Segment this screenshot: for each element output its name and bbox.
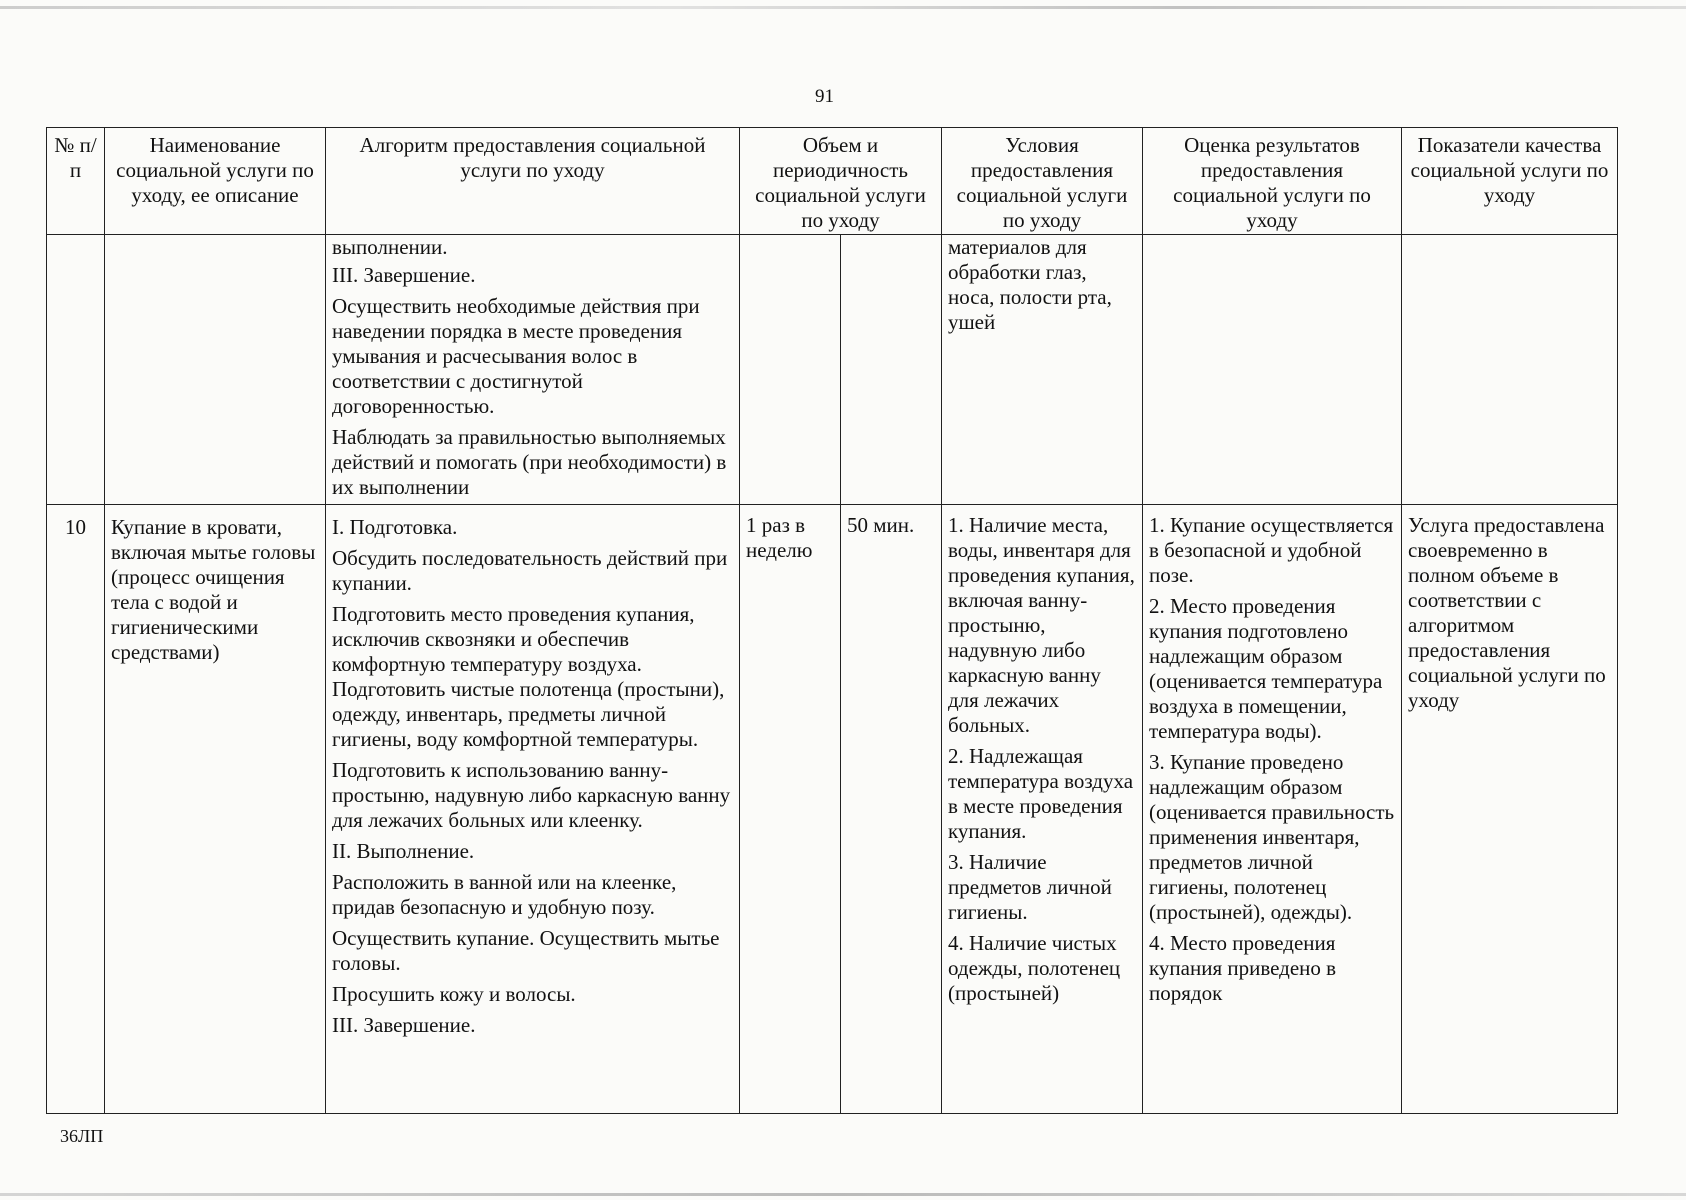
- cell-name: [105, 235, 326, 505]
- cell-name: [105, 505, 326, 1114]
- cell-conditions: [942, 505, 1143, 1114]
- service-table: [46, 127, 1618, 1114]
- condition-item: 3. Наличие предметов личной гигиены.: [948, 850, 1112, 924]
- cell-periodicity: [740, 235, 841, 505]
- algorithm-step: Осуществить необходимые действия при наведении порядка в месте проведения умывания и расчесывания волос в соответствии с достигнутой договоренностью.: [332, 294, 700, 418]
- evaluation-item: 1. Купание осуществляется в безопасной и удобной позе.: [1149, 513, 1394, 587]
- quality-text: Услуга предоставлена своевременно в полном объеме в соответствии с алгоритмом предоставления социальной услуги по уходу: [1408, 513, 1606, 712]
- page-number: 91: [815, 86, 834, 107]
- header-name: Наименование социальной услуги по уходу, ее описание: [105, 128, 326, 235]
- algorithm-step: Подготовить к использованию ванну-простыню, надувную либо каркасную ванну для лежачих больных или клеенку.: [332, 758, 731, 832]
- condition-item: 4. Наличие чистых одежды, полотенец (простыней): [948, 931, 1121, 1005]
- header-row: [47, 128, 1618, 235]
- algorithm-step: III. Завершение.: [332, 1013, 476, 1037]
- cell-evaluation: [1143, 505, 1402, 1114]
- header-evaluation: Оценка результатов предоставления социальной услуги по уходу: [1143, 128, 1402, 235]
- condition-item: 1. Наличие места, воды, инвентаря для проведения купания, включая ванну-простыню, надувную либо каркасную ванну для лежачих больных.: [948, 513, 1135, 737]
- table-row: [47, 505, 1618, 1114]
- cell-conditions: [942, 235, 1143, 505]
- algorithm-step: II. Выполнение.: [332, 839, 475, 863]
- cell-duration: [841, 505, 942, 1114]
- evaluation-item: 2. Место проведения купания подготовлено надлежащим образом (оценивается температура воздуха в помещении, температура воды).: [1149, 594, 1383, 743]
- cell-quality: [1402, 505, 1618, 1114]
- algorithm-step: Наблюдать за правильностью выполняемых действий и помогать (при необходимости) в их выполнении: [332, 425, 727, 499]
- evaluation-item: 4. Место проведения купания приведено в порядок: [1149, 931, 1337, 1005]
- cell-algorithm: [326, 235, 740, 505]
- scan-edge-top: [0, 6, 1686, 9]
- service-name: Купание в кровати, включая мытье головы (процесс очищения тела с водой и гигиеническими средствами): [111, 515, 316, 664]
- header-quality: Показатели качества социальной услуги по уходу: [1402, 128, 1618, 235]
- cell-algorithm: [326, 505, 740, 1114]
- cell-duration: [841, 235, 942, 505]
- table-row: [47, 235, 1618, 505]
- algorithm-step: Расположить в ванной или на клеенке, придав безопасную и удобную позу.: [332, 870, 677, 919]
- header-num: № п/п: [47, 128, 105, 235]
- cell-num: [47, 235, 105, 505]
- periodicity-text: 1 раз в неделю: [746, 513, 813, 562]
- duration-text: 50 мин.: [847, 513, 915, 537]
- algorithm-step: Обсудить последовательность действий при купании.: [332, 546, 728, 595]
- algorithm-step: выполнении.: [332, 235, 448, 259]
- condition-item: 2. Надлежащая температура воздуха в месте проведения купания.: [948, 744, 1134, 843]
- algorithm-step: Осуществить купание. Осуществить мытье головы.: [332, 926, 720, 975]
- algorithm-step: Подготовить место проведения купания, исключив сквозняки и обеспечив комфортную температуру воздуха. Подготовить чистые полотенца (простыни), одежду, инвентарь, предметы личной гигиены, воду комфортной температуры.: [332, 602, 725, 751]
- cell-periodicity: [740, 505, 841, 1114]
- header-conditions: Условия предоставления социальной услуги по уходу: [942, 128, 1143, 235]
- algorithm-step: I. Подготовка.: [332, 515, 458, 539]
- cell-quality: [1402, 235, 1618, 505]
- cell-evaluation: [1143, 235, 1402, 505]
- document-code: 36ЛП: [60, 1126, 104, 1146]
- header-volume: Объем и периодичность социальной услуги по уходу: [740, 128, 942, 235]
- cell-num: 10: [47, 505, 105, 1114]
- header-algorithm: Алгоритм предоставления социальной услуги по уходу: [326, 128, 740, 235]
- evaluation-item: 3. Купание проведено надлежащим образом (оценивается правильность применения инвентаря, предметов личной гигиены, полотенец (простыней), одежды).: [1149, 750, 1395, 924]
- algorithm-step: III. Завершение.: [332, 263, 476, 287]
- algorithm-step: Просушить кожу и волосы.: [332, 982, 576, 1006]
- scan-edge-bottom: [0, 1193, 1686, 1196]
- conditions-text: материалов для обработки глаз, носа, полости рта, ушей: [948, 235, 1112, 334]
